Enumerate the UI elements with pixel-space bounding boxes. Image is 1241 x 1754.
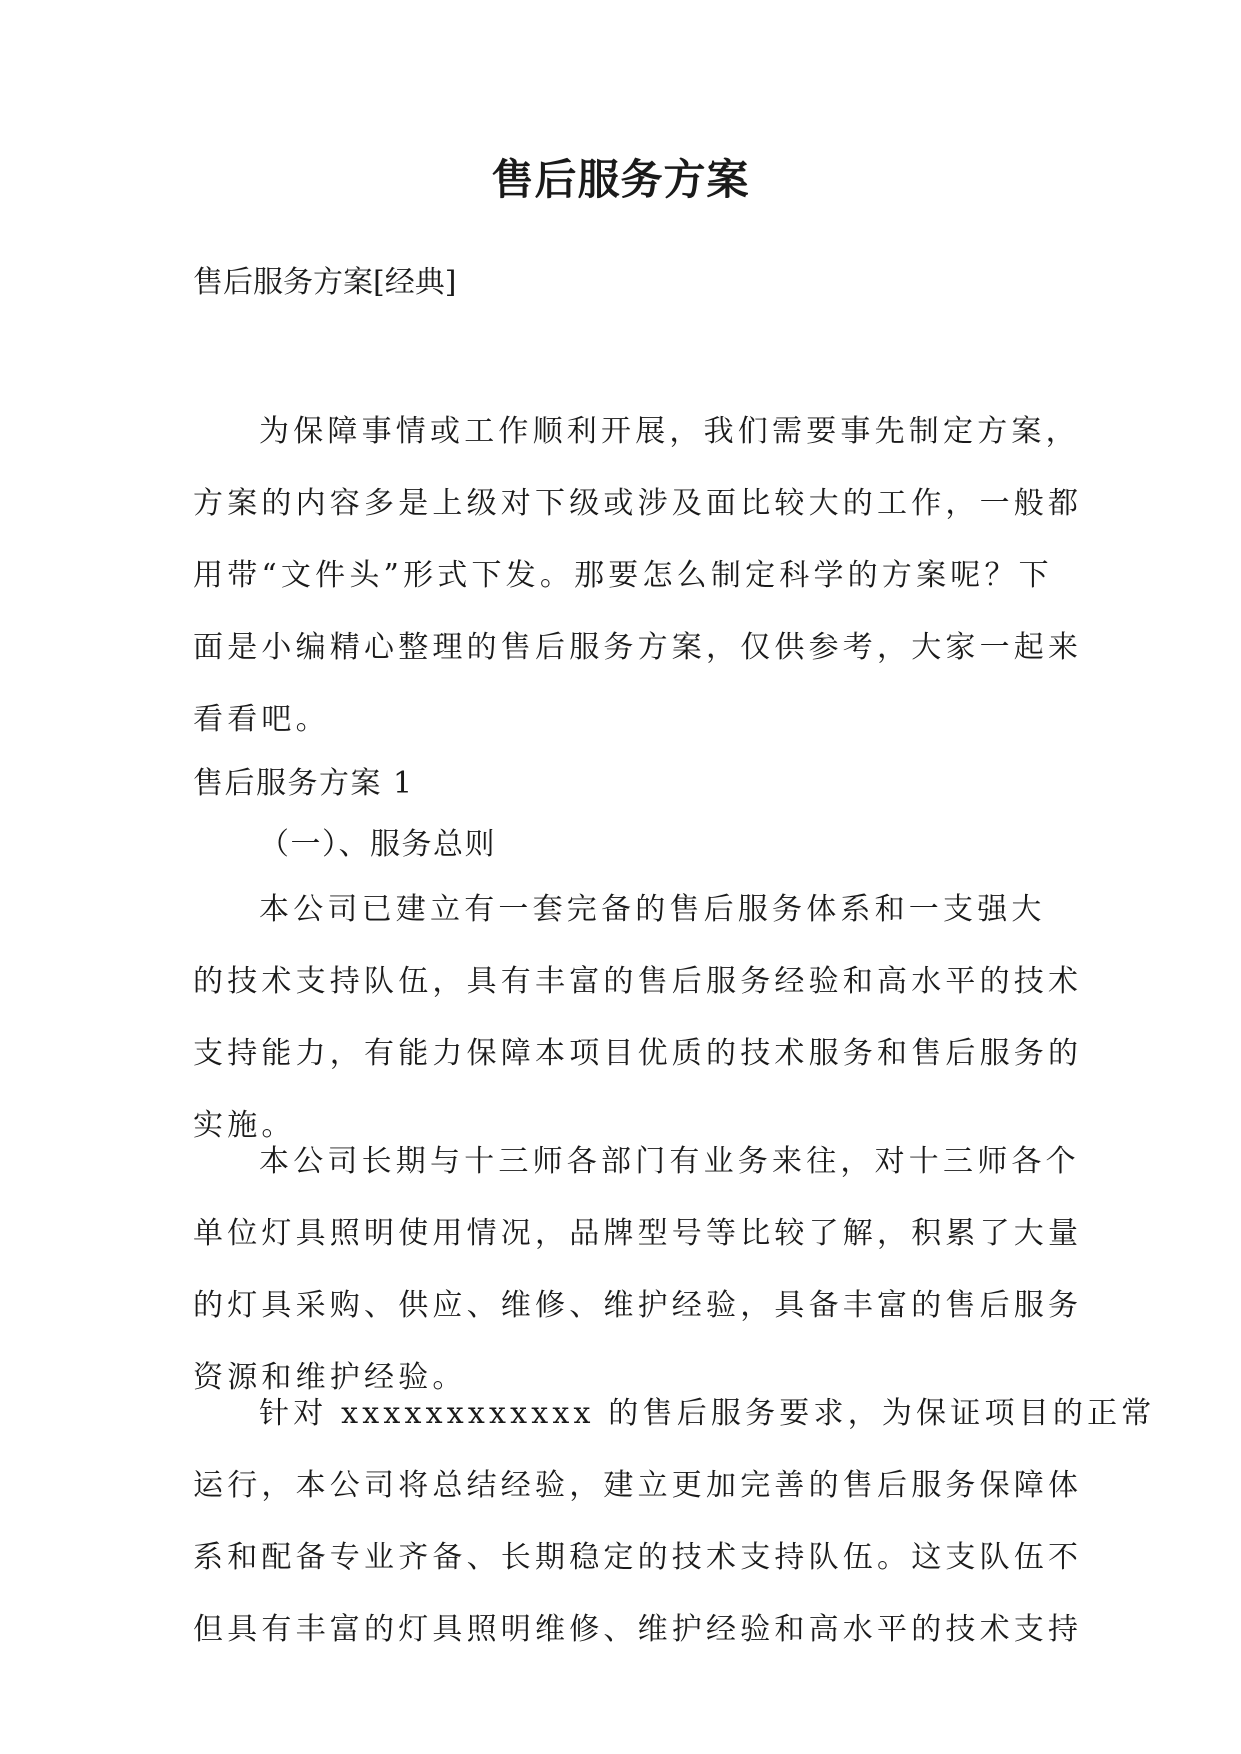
body-line: 的技术支持队伍，具有丰富的售后服务经验和高水平的技术: [193, 964, 1083, 999]
body-paragraph-1: [193, 874, 1083, 1162]
plan-heading: 售后服务方案 1: [193, 766, 414, 801]
body-line: 针对 xxxxxxxxxxxx 的售后服务要求，为保证项目的正常: [259, 1396, 1156, 1431]
document-subtitle: 售后服务方案[经典]: [193, 265, 457, 300]
body-paragraph-3: [193, 1378, 1156, 1666]
section-heading: （一）、服务总则: [259, 827, 496, 862]
intro-line: 用带“文件头”形式下发。那要怎么制定科学的方案呢？下: [193, 558, 1053, 593]
body-line: 本公司长期与十三师各部门有业务来往，对十三师各个: [259, 1144, 1080, 1179]
body-line: 实施。: [193, 1108, 296, 1143]
body-line: 但具有丰富的灯具照明维修、维护经验和高水平的技术支持: [193, 1612, 1083, 1647]
body-line: 单位灯具照明使用情况，品牌型号等比较了解，积累了大量: [193, 1216, 1083, 1251]
document-title: 售后服务方案: [491, 155, 750, 204]
body-line: 系和配备专业齐备、长期稳定的技术支持队伍。这支队伍不: [193, 1540, 1083, 1575]
body-line: 资源和维护经验。: [193, 1360, 467, 1395]
intro-paragraph: [193, 396, 1083, 756]
body-line: 支持能力，有能力保障本项目优质的技术服务和售后服务的: [193, 1036, 1083, 1071]
body-line: 运行，本公司将总结经验，建立更加完善的售后服务保障体: [193, 1468, 1083, 1503]
body-line: 本公司已建立有一套完备的售后服务体系和一支强大: [259, 892, 1046, 927]
intro-line: 面是小编精心整理的售后服务方案，仅供参考，大家一起来: [193, 630, 1083, 665]
intro-line: 为保障事情或工作顺利开展，我们需要事先制定方案，: [259, 414, 1080, 449]
body-line: 的灯具采购、供应、维修、维护经验，具备丰富的售后服务: [193, 1288, 1083, 1323]
body-paragraph-2: [193, 1126, 1083, 1414]
intro-line: 看看吧。: [193, 702, 330, 737]
intro-line: 方案的内容多是上级对下级或涉及面比较大的工作，一般都: [193, 486, 1083, 521]
